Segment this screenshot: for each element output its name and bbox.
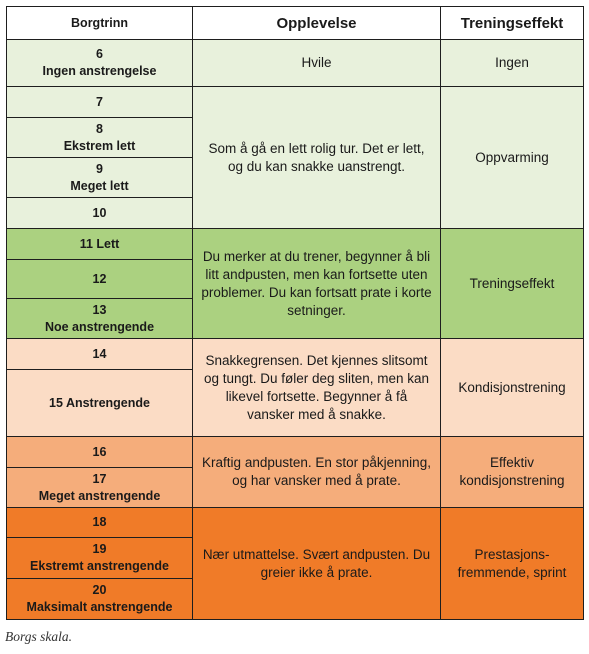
effect-text: Prestasjonsfremmende, sprint	[457, 546, 567, 580]
step-cell-16	[7, 437, 193, 468]
description-cell	[193, 508, 441, 620]
description-cell	[193, 229, 441, 339]
table-row-11	[7, 229, 584, 260]
table-row-7	[7, 87, 584, 118]
step-value: 10	[92, 205, 107, 220]
description-cell	[193, 339, 441, 437]
step-cell-12	[7, 260, 193, 299]
step-cell-10	[7, 198, 193, 229]
step-label: Ekstremt anstrengende	[30, 559, 169, 573]
step-label: Lett	[96, 236, 120, 251]
step-value: 20	[92, 583, 107, 597]
step-cell-13	[7, 299, 193, 339]
effect-text: Ingen	[495, 55, 529, 70]
table-row-6	[7, 40, 584, 87]
step-value: 7	[96, 94, 103, 109]
step-label: Maksimalt anstrengende	[26, 600, 173, 614]
step-cell-11	[7, 229, 193, 260]
step-label: Meget lett	[70, 178, 129, 193]
step-value: 16	[92, 444, 107, 459]
step-cell-14	[7, 339, 193, 370]
header-borgtrinn: Borgtrinn	[7, 7, 193, 40]
description-text: Som å gå en lett rolig tur. Det er lett, og du kan snakke uanstrengt.	[208, 140, 425, 174]
step-label: Ekstrem lett	[63, 138, 136, 153]
effect-cell	[441, 87, 584, 229]
description-cell	[193, 437, 441, 508]
step-value: 6	[96, 47, 103, 61]
step-value: 9	[96, 161, 103, 176]
effect-cell	[441, 229, 584, 339]
step-value: 15	[49, 395, 63, 410]
step-value: 11	[79, 236, 93, 251]
step-cell-19	[7, 538, 193, 579]
table-row-16	[7, 437, 584, 468]
step-value: 18	[92, 515, 107, 529]
effect-text: Kondisjonstrening	[458, 379, 566, 395]
step-value: 17	[92, 471, 107, 486]
step-value: 19	[92, 542, 107, 556]
step-value: 8	[96, 121, 103, 136]
effect-text: Effektiv kondisjonstrening	[459, 455, 565, 488]
step-cell-15	[7, 370, 193, 437]
step-cell-7	[7, 87, 193, 118]
header-row	[7, 7, 584, 40]
description-text: Nær utmattelse. Svært andpusten. Du greier ikke å prate.	[202, 546, 431, 580]
effect-text: Treningseffekt	[469, 275, 555, 291]
step-cell-9	[7, 158, 193, 198]
effect-cell	[441, 339, 584, 437]
table-row-14	[7, 339, 584, 370]
step-label: Anstrengende	[65, 395, 150, 410]
description-text: Snakkegrensen. Det kjennes slitsomt og tungt. Du føler deg sliten, men kan likevel fortsette. Begynner å få vansker med å snakke.	[203, 352, 430, 422]
borg-scale-table	[6, 6, 584, 620]
header-opplevelse: Opplevelse	[193, 7, 441, 40]
step-cell-6	[7, 40, 193, 87]
description-text: Hvile	[301, 55, 332, 70]
step-cell-8	[7, 118, 193, 158]
step-cell-17	[7, 468, 193, 508]
step-label: Noe anstrengende	[44, 319, 155, 334]
effect-text: Oppvarming	[475, 149, 549, 165]
table-row-18	[7, 508, 584, 538]
step-label: Ingen anstrengelse	[42, 64, 157, 78]
effect-cell	[441, 40, 584, 87]
step-value: 12	[92, 271, 107, 286]
step-value: 14	[92, 346, 107, 361]
effect-cell	[441, 437, 584, 508]
step-cell-18	[7, 508, 193, 538]
effect-cell	[441, 508, 584, 620]
step-cell-20	[7, 579, 193, 620]
table-caption: Borgs skala.	[5, 629, 72, 644]
step-label: Meget anstrengende	[38, 488, 161, 503]
step-value: 13	[92, 302, 107, 317]
header-treningseffekt: Treningseffekt	[441, 7, 584, 40]
description-cell	[193, 40, 441, 87]
description-cell	[193, 87, 441, 229]
description-text: Du merker at du trener, begynner å bli litt andpusten, men kan fortsette uten problemer. Du kan fortsatt prate i korte setninger.	[201, 248, 432, 318]
description-text: Kraftig andpusten. En stor påkjenning, og har vansker med å prate.	[202, 455, 431, 488]
